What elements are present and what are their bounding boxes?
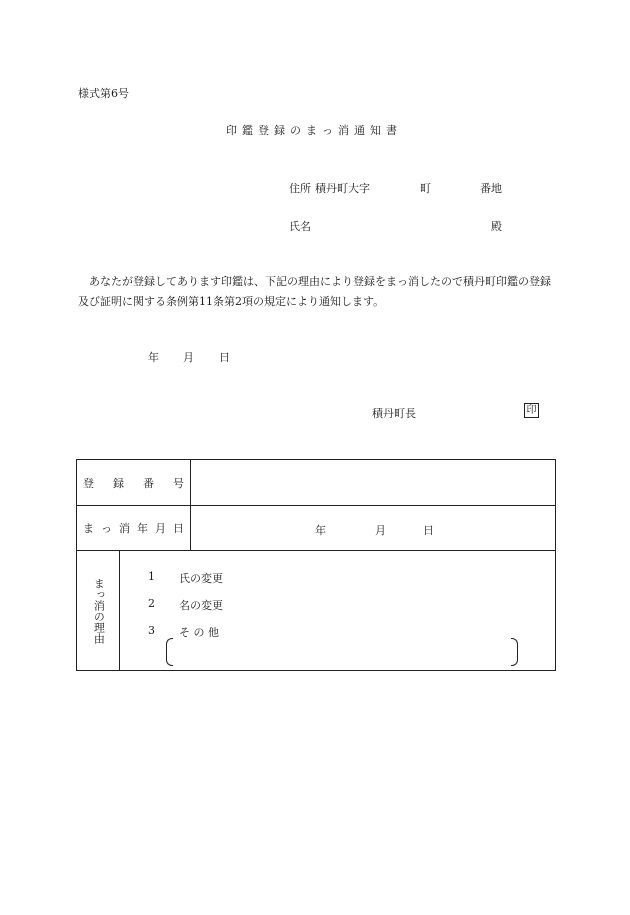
date-year: 年 bbox=[148, 351, 159, 364]
table-row-divider bbox=[77, 505, 555, 506]
address-value: 積丹町大字 bbox=[315, 182, 370, 195]
cancel-date-month: 月 bbox=[375, 524, 386, 537]
notice-body: あなたが登録してあります印鑑は、下記の理由により登録をまっ消したので積丹町印鑑の登録及び証明に関する条例第11条第2項の規定により通知します。 bbox=[78, 275, 551, 308]
document-title: 印鑑登録のまっ消通知書 bbox=[226, 124, 402, 137]
address-label: 住所 bbox=[289, 182, 311, 195]
table-col-divider bbox=[119, 550, 120, 671]
registration-number-label: 登録番号 bbox=[83, 477, 184, 490]
name-honorific: 殿 bbox=[491, 220, 502, 233]
name-label: 氏名 bbox=[289, 220, 311, 233]
reason-option-label: 名の変更 bbox=[179, 599, 223, 612]
reason-option-label: 氏の変更 bbox=[179, 572, 223, 585]
table-col-divider bbox=[190, 460, 191, 550]
address-banchi: 番地 bbox=[480, 182, 502, 195]
cancel-date-label: まっ消年月日 bbox=[83, 522, 184, 535]
other-reason-bracket-right bbox=[511, 638, 518, 666]
address-cho: 町 bbox=[420, 182, 431, 195]
reason-option-number: 2 bbox=[148, 597, 155, 610]
reason-option-number: 3 bbox=[148, 624, 155, 637]
issuer-title: 積丹町長 bbox=[372, 407, 416, 420]
reason-label: まっ消の理由 bbox=[92, 578, 106, 644]
reason-option-number: 1 bbox=[148, 570, 155, 583]
reason-option-label: そ の 他 bbox=[179, 626, 219, 639]
cancel-date-day: 日 bbox=[423, 524, 434, 537]
seal-mark: 印 bbox=[524, 403, 539, 418]
other-reason-bracket-left bbox=[166, 638, 173, 666]
date-month: 月 bbox=[183, 351, 194, 364]
table-row-divider bbox=[77, 550, 555, 551]
cancellation-table bbox=[76, 459, 556, 671]
form-number: 様式第6号 bbox=[78, 87, 129, 100]
cancel-date-year: 年 bbox=[315, 524, 326, 537]
date-day: 日 bbox=[219, 351, 230, 364]
